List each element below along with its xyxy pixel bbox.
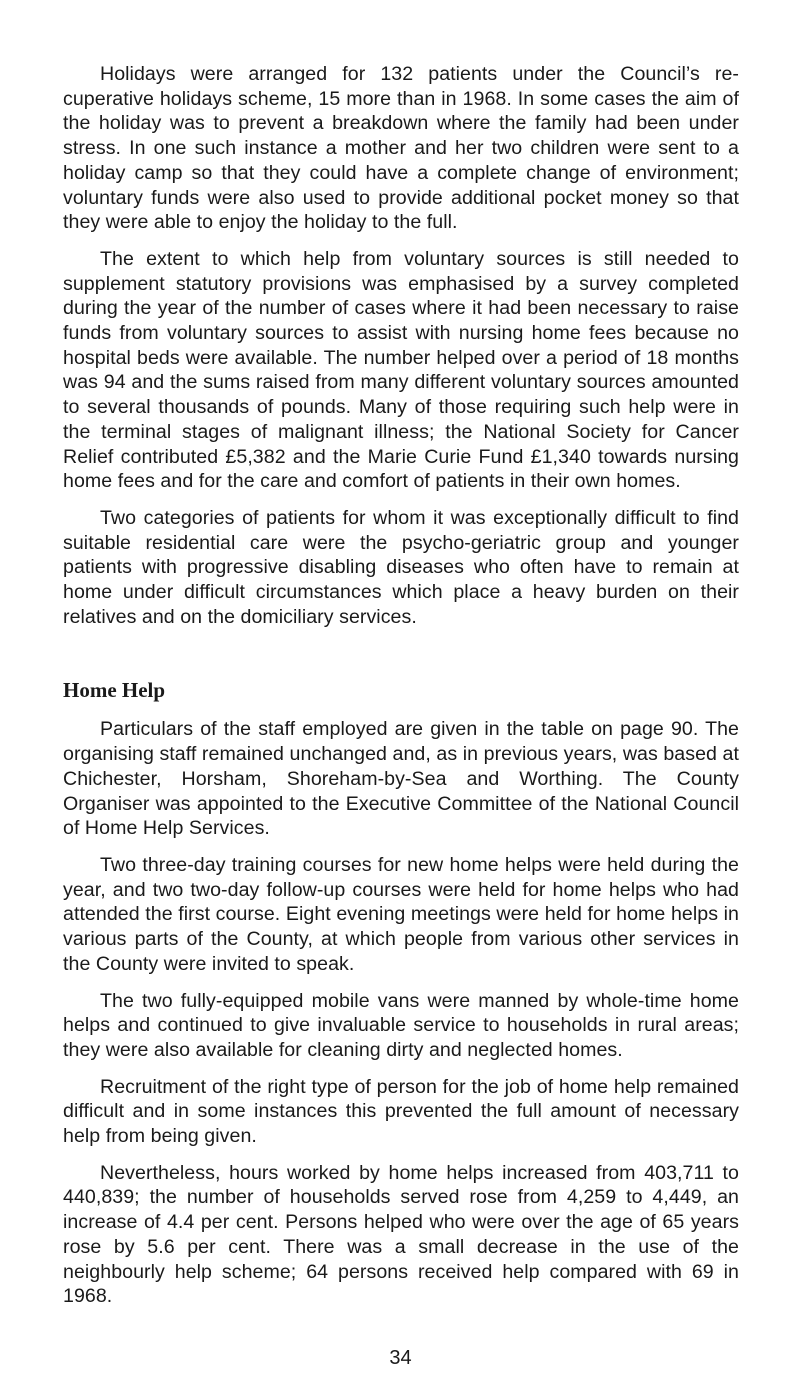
paragraph-holidays: Holidays were arranged for 132 patients under the Council’s re-cuperative holidays scheme, 15 more than in 1968. In some cases the aim of the holiday was to prevent a breakdown where the family had been under stress. In one such instance a mother and her two children were sent to a holiday camp so that they could have a complete change of environment; voluntary funds were also used to provide additional pocket money so that they were able to enjoy the holiday to the full.: [63, 63, 739, 234]
paragraph-mobile-vans: The two fully-equipped mobile vans were manned by whole-time home helps and continued to give invaluable service to households in rural areas; they were also available for cleaning dirty and neglected homes.: [63, 989, 739, 1061]
paragraph-recruitment: Recruitment of the right type of person for the job of home help remained difficult and in some instances this prevented the full amount of necessary help from being given.: [63, 1075, 739, 1148]
paragraph-voluntary-sources: The extent to which help from voluntary sources is still needed to supplement statutory provisions was emphasised by a survey completed during the year of the number of cases where it had been necessary to raise funds from voluntary sources to assist with nursing home fees because no hospital beds were available. The number helped over a period of 18 months was 94 and the sums raised from many different voluntary sources amounted to several thousands of pounds. Many of those requiring such help were in the terminal stages of malignant illness; the National Society for Cancer Relief contributed £5,382 and the Marie Curie Fund £1,340 towards nursing home fees and for the care and comfort of patients in their own homes.: [63, 247, 739, 493]
section-heading-home-help: Home Help: [63, 678, 166, 703]
document-page: [63, 62, 739, 1309]
page-number: 34: [389, 1347, 412, 1369]
paragraph-training-courses: Two three-day training courses for new home helps were held during the year, and two two-day follow-up courses were held for home helps who had attended the first course. Eight evening meetings were held for home helps in various parts of the County, at which people from various other services in the County were invited to speak.: [63, 853, 739, 975]
paragraph-staff: Particulars of the staff employed are given in the table on page 90. The organising staff remained unchanged and, as in previous years, was based at Chichester, Horsham, Shoreham-by-Sea and Worthing. The County Organiser was appointed to the Executive Committee of the National Council of Home Help Services.: [63, 718, 739, 840]
paragraph-residential-care: Two categories of patients for whom it was exceptionally difficult to find suitable residential care were the psycho-geriatric group and younger patients with progressive disabling diseases who often have to remain at home under difficult circumstances which place a heavy burden on their relatives and on the domiciliary services.: [63, 506, 739, 628]
paragraph-hours-worked: Nevertheless, hours worked by home helps increased from 403,711 to 440,839; the number of households served rose from 4,259 to 4,449, an increase of 4.4 per cent. Persons helped who were over the age of 65 years rose by 5.6 per cent. There was a small decrease in the use of the neighbourly help scheme; 64 persons received help compared with 69 in 1968.: [63, 1161, 739, 1308]
